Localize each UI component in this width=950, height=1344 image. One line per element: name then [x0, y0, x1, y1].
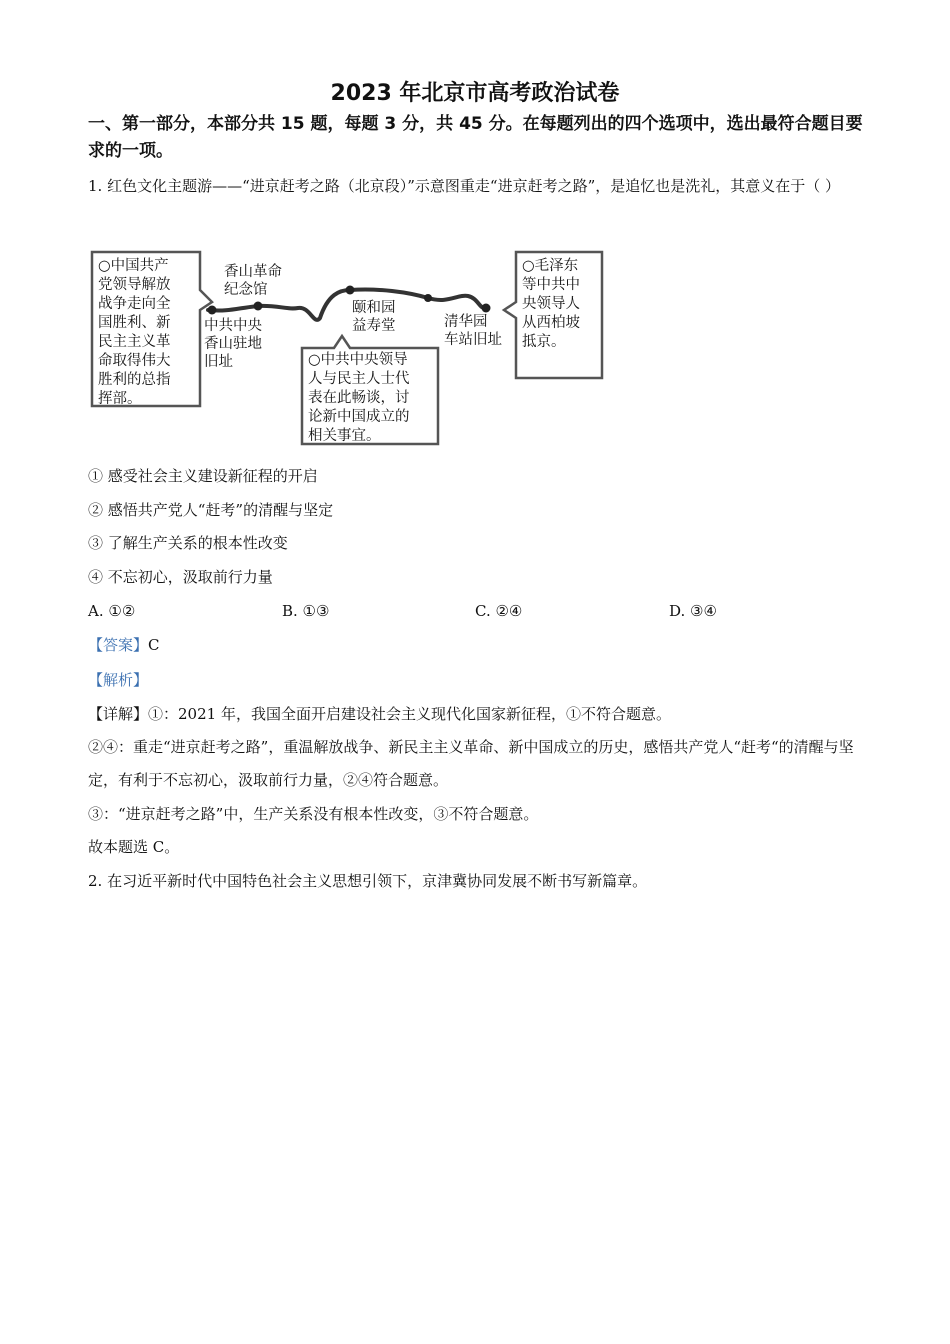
figure-text-line: 等中共中 [522, 277, 580, 293]
figure-text-line: ○中共中央领导 [308, 352, 408, 368]
detail-tag: 【详解】 [88, 705, 149, 723]
figure-text-line: 纪念馆 [224, 282, 268, 298]
route-map-figure [88, 248, 608, 448]
figure-text-line: 香山革命 [224, 264, 282, 280]
detail-text-1: ①：2021 年，我国全面开启建设社会主义现代化国家新征程，①不符合题意。 [148, 705, 671, 723]
analysis-tag-line [88, 670, 148, 690]
detail-line-1 [88, 704, 671, 724]
answer-line [88, 635, 160, 655]
label-xiangshan-hq [204, 317, 262, 370]
figure-text-line: ○毛泽东 [522, 258, 579, 274]
figure-text-line: 战争走向全 [98, 296, 171, 312]
figure-text-line: 表在此畅谈，讨 [308, 390, 410, 406]
detail-text-2: ②④：重走“进京赶考之路”，重温解放战争、新民主主义革命、新中国成立的历史，感悟共产党人“赶考“的清醒与坚定，有利于不忘初心，汲取前行力量，②④符合题意。 [88, 738, 854, 789]
figure-text-line: 香山驻地 [204, 336, 262, 352]
figure-text-line: 央领导人 [522, 296, 580, 312]
site-dot-xiangshan-memorial [254, 302, 263, 311]
figure-text-line: 抵京。 [522, 334, 566, 350]
statement-3: ③ 了解生产关系的根本性改变 [88, 534, 288, 552]
figure-text-line: 论新中国成立的 [308, 409, 410, 425]
site-dot-route-point [424, 294, 432, 302]
figure-text-line: 中共中央 [204, 318, 262, 334]
figure-text-line: ○中国共产 [98, 258, 169, 274]
figure-text-line: 从西柏坡 [522, 315, 580, 331]
site-dot-yiheyuan [346, 286, 355, 295]
figure-text-line: 清华园 [444, 314, 488, 330]
page-title: 2023 年北京市高考政治试卷 [330, 81, 620, 106]
option-a: A. ①② [88, 602, 136, 620]
figure-text-line: 益寿堂 [352, 318, 396, 334]
figure-text-line: 旧址 [204, 354, 233, 370]
statement-1: ① 感受社会主义建设新征程的开启 [88, 467, 318, 485]
figure-text-line: 民主主义革 [98, 334, 171, 350]
answer-tag: 【答案】 [88, 636, 149, 654]
detail-text-3: ③：“进京赶考之路”中，生产关系没有根本性改变，③不符合题意。 [88, 805, 539, 823]
figure-text-line: 人与民主人士代 [308, 371, 410, 387]
figure-text-line: 挥部。 [98, 391, 142, 407]
analysis-tag: 【解析】 [88, 671, 149, 689]
conclusion-text: 故本题选 C。 [88, 838, 180, 856]
question-1-stem: 1. 红色文化主题游——“进京赶考之路（北京段）”示意图重走“进京赶考之路”，是追忆也是洗礼，其意义在于（ ） [88, 177, 841, 195]
answer-options [88, 600, 863, 622]
figure-text-line: 颐和园 [352, 300, 396, 316]
figure-text-line: 车站旧址 [444, 332, 502, 348]
label-qinghua-station [444, 313, 502, 348]
label-yiheyuan [352, 299, 396, 334]
site-dot-xiangshan-hq [208, 306, 217, 315]
option-b: B. ①③ [282, 602, 330, 620]
figure-text-line: 党领导解放 [98, 277, 171, 293]
figure-text-line: 胜利的总指 [98, 372, 171, 388]
figure-text-line: 命取得伟大 [98, 353, 171, 369]
figure-text-line: 相关事宜。 [308, 428, 381, 444]
site-dot-qinghua [482, 304, 491, 313]
statement-4: ④ 不忘初心，汲取前行力量 [88, 568, 273, 586]
option-c: C. ②④ [475, 602, 523, 620]
question-2-stem: 2. 在习近平新时代中国特色社会主义思想引领下，京津冀协同发展不断书写新篇章。 [88, 872, 648, 890]
statement-2: ② 感悟共产党人“赶考”的清醒与坚定 [88, 501, 334, 519]
label-xiangshan-memorial [224, 262, 282, 298]
answer-value: C [148, 636, 160, 654]
section-header: 一、第一部分，本部分共 15 题，每题 3 分，共 45 分。在每题列出的四个选项中，选出最符合题目要求的一项。 [88, 114, 863, 161]
option-d: D. ③④ [669, 602, 717, 620]
figure-text-line: 国胜利、新 [98, 315, 171, 331]
